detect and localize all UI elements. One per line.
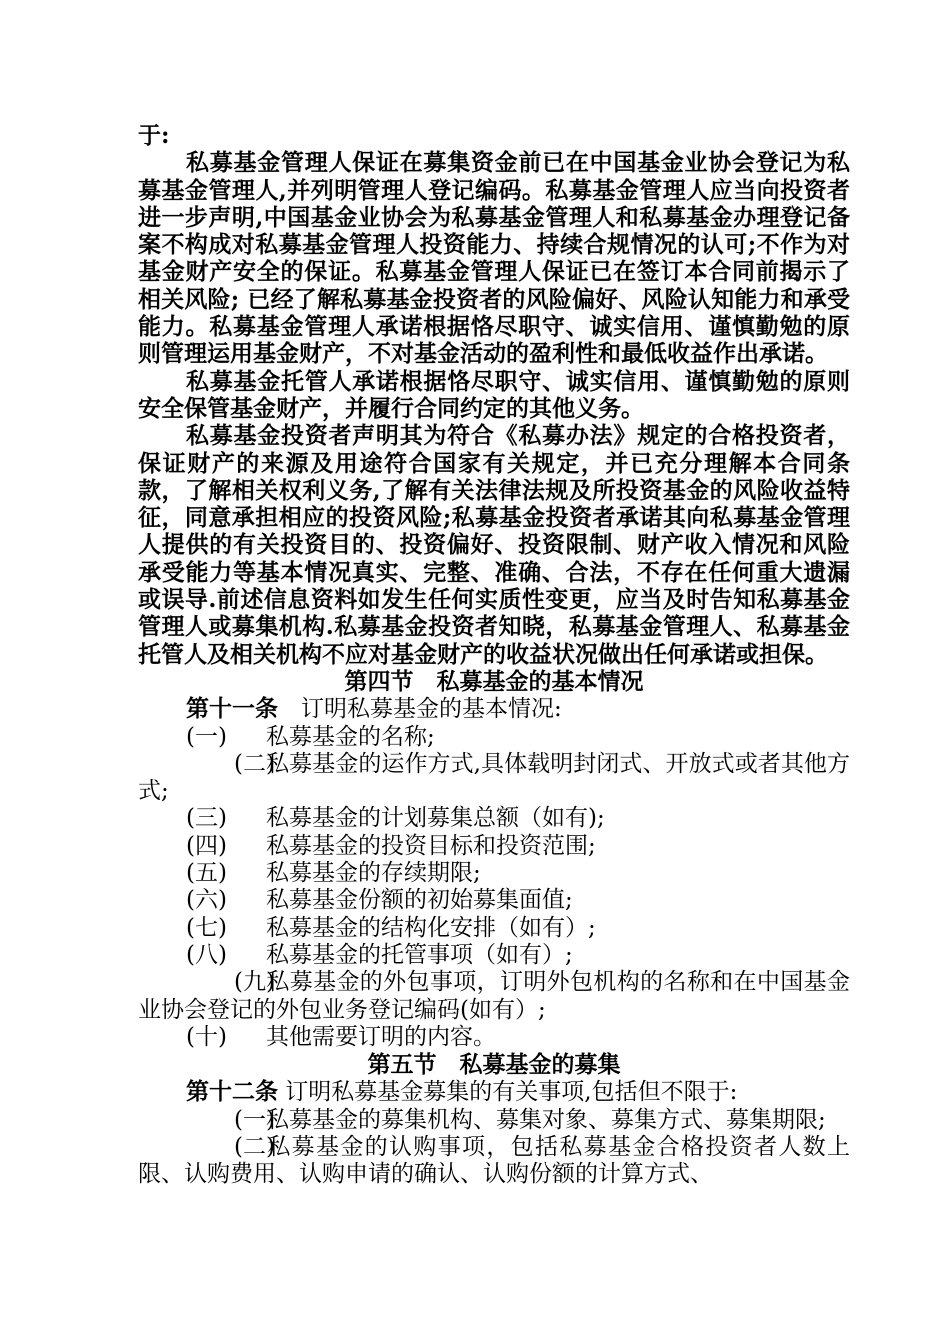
list-item-text: 私募基金的名称; xyxy=(266,723,435,750)
list-item-text: 私募基金的托管事项（如有）; xyxy=(266,941,573,968)
article-11 xyxy=(138,695,850,723)
section-heading-5: 第五节 私募基金的募集 xyxy=(367,1051,621,1079)
document-page xyxy=(138,122,850,1189)
list-item-text: 私募基金的结构化安排（如有）; xyxy=(266,914,596,941)
list-item xyxy=(138,1107,850,1134)
list-item-number: (二) xyxy=(234,1133,275,1160)
list-item-number: (十) xyxy=(186,1023,227,1050)
list-item xyxy=(138,805,850,832)
list-item-number: (一) xyxy=(186,723,227,750)
paragraph-intro-fragment: 于: xyxy=(138,122,170,149)
list-item-number: (二) xyxy=(234,750,275,777)
article-12-label: 第十二条 xyxy=(186,1078,278,1106)
list-item-number: (四) xyxy=(186,832,227,859)
list-item xyxy=(138,751,850,806)
list-item xyxy=(138,860,850,887)
article-12 xyxy=(138,1078,850,1106)
article-11-text: 订明私募基金的基本情况: xyxy=(278,696,562,723)
article-11-label: 第十一条 xyxy=(186,695,278,723)
list-item-number: (六) xyxy=(186,887,227,914)
list-item xyxy=(138,833,850,860)
paragraph-investor-declaration: 私募基金投资者声明其为符合《私募办法》规定的合格投资者，保证财产的来源及用途符合国家有关规定，并已充分理解本合同条款，了解相关权利义务,了解有关法律法规及所投资基金的风险收益特征，同意承担相应的投资风险;私募基金投资者承诺其向私募基金管理人提供的有关投资目的、投资偏好、投资限制、财产收入情况和风险承受能力等基本情况真实、完整、准确、合法，不存在任何重大遗漏或误导.前述信息资料如发生任何实质性变更，应当及时告知私募基金管理人或募集机构.私募基金投资者知晓，私募基金管理人、私募基金托管人及相关机构不应对基金财产的收益状况做出任何承诺或担保。 xyxy=(138,422,850,668)
list-item-text: 私募基金的募集机构、募集对象、募集方式、募集期限; xyxy=(266,1106,826,1133)
section-heading-4: 第四节 私募基金的基本情况 xyxy=(344,667,644,695)
list-item xyxy=(138,969,850,1024)
list-item-text: 私募基金的投资目标和投资范围; xyxy=(266,832,596,859)
list-item-number: (三) xyxy=(186,805,227,832)
list-item-number: (一) xyxy=(234,1106,275,1133)
paragraph-custodian-commitment: 私募基金托管人承诺根据恪尽职守、诚实信用、谨慎勤勉的原则安全保管基金财产，并履行合同约定的其他义务。 xyxy=(138,367,850,422)
list-item xyxy=(138,887,850,914)
list-item xyxy=(138,1134,850,1189)
list-item xyxy=(138,1024,850,1051)
list-item-text: 私募基金的计划募集总额（如有); xyxy=(266,805,605,832)
list-item xyxy=(138,942,850,969)
list-item-text: 私募基金的运作方式,具体载明封闭式、开放式或者其他方式; xyxy=(138,750,850,805)
article-12-text: 订明私募基金募集的有关事项,包括但不限于: xyxy=(278,1079,738,1106)
list-item xyxy=(138,724,850,751)
list-item-number: (九) xyxy=(234,969,275,996)
list-item xyxy=(138,915,850,942)
list-item-text: 私募基金份额的初始募集面值; xyxy=(266,887,573,914)
list-item-number: (五) xyxy=(186,860,227,887)
paragraph-manager-guarantee: 私募基金管理人保证在募集资金前已在中国基金业协会登记为私募基金管理人,并列明管理人登记编码。私募基金管理人应当向投资者进一步声明,中国基金业协会为私募基金管理人和私募基金办理登记备案不构成对私募基金管理人投资能力、持续合规情况的认可;不作为对基金财产安全的保证。私募基金管理人保证已在签订本合同前揭示了相关风险; 已经了解私募基金投资者的风险偏好、风险认知能力和承受能力。私募基金管理人承诺根据恪尽职守、诚实信用、谨慎勤勉的原则管理运用基金财产，不对基金活动的盈利性和最低收益作出承诺。 xyxy=(138,149,850,368)
list-item-text: 其他需要订明的内容。 xyxy=(266,1023,496,1050)
list-item-text: 私募基金的存续期限; xyxy=(266,860,481,887)
list-item-number: (七) xyxy=(186,914,227,941)
list-item-text: 私募基金的认购事项，包括私募基金合格投资者人数上限、认购费用、认购申请的确认、认购份额的计算方式、 xyxy=(138,1133,850,1188)
list-item-number: (八) xyxy=(186,941,227,968)
list-item-text: 私募基金的外包事项，订明外包机构的名称和在中国基金业协会登记的外包业务登记编码(如有）; xyxy=(138,969,850,1023)
